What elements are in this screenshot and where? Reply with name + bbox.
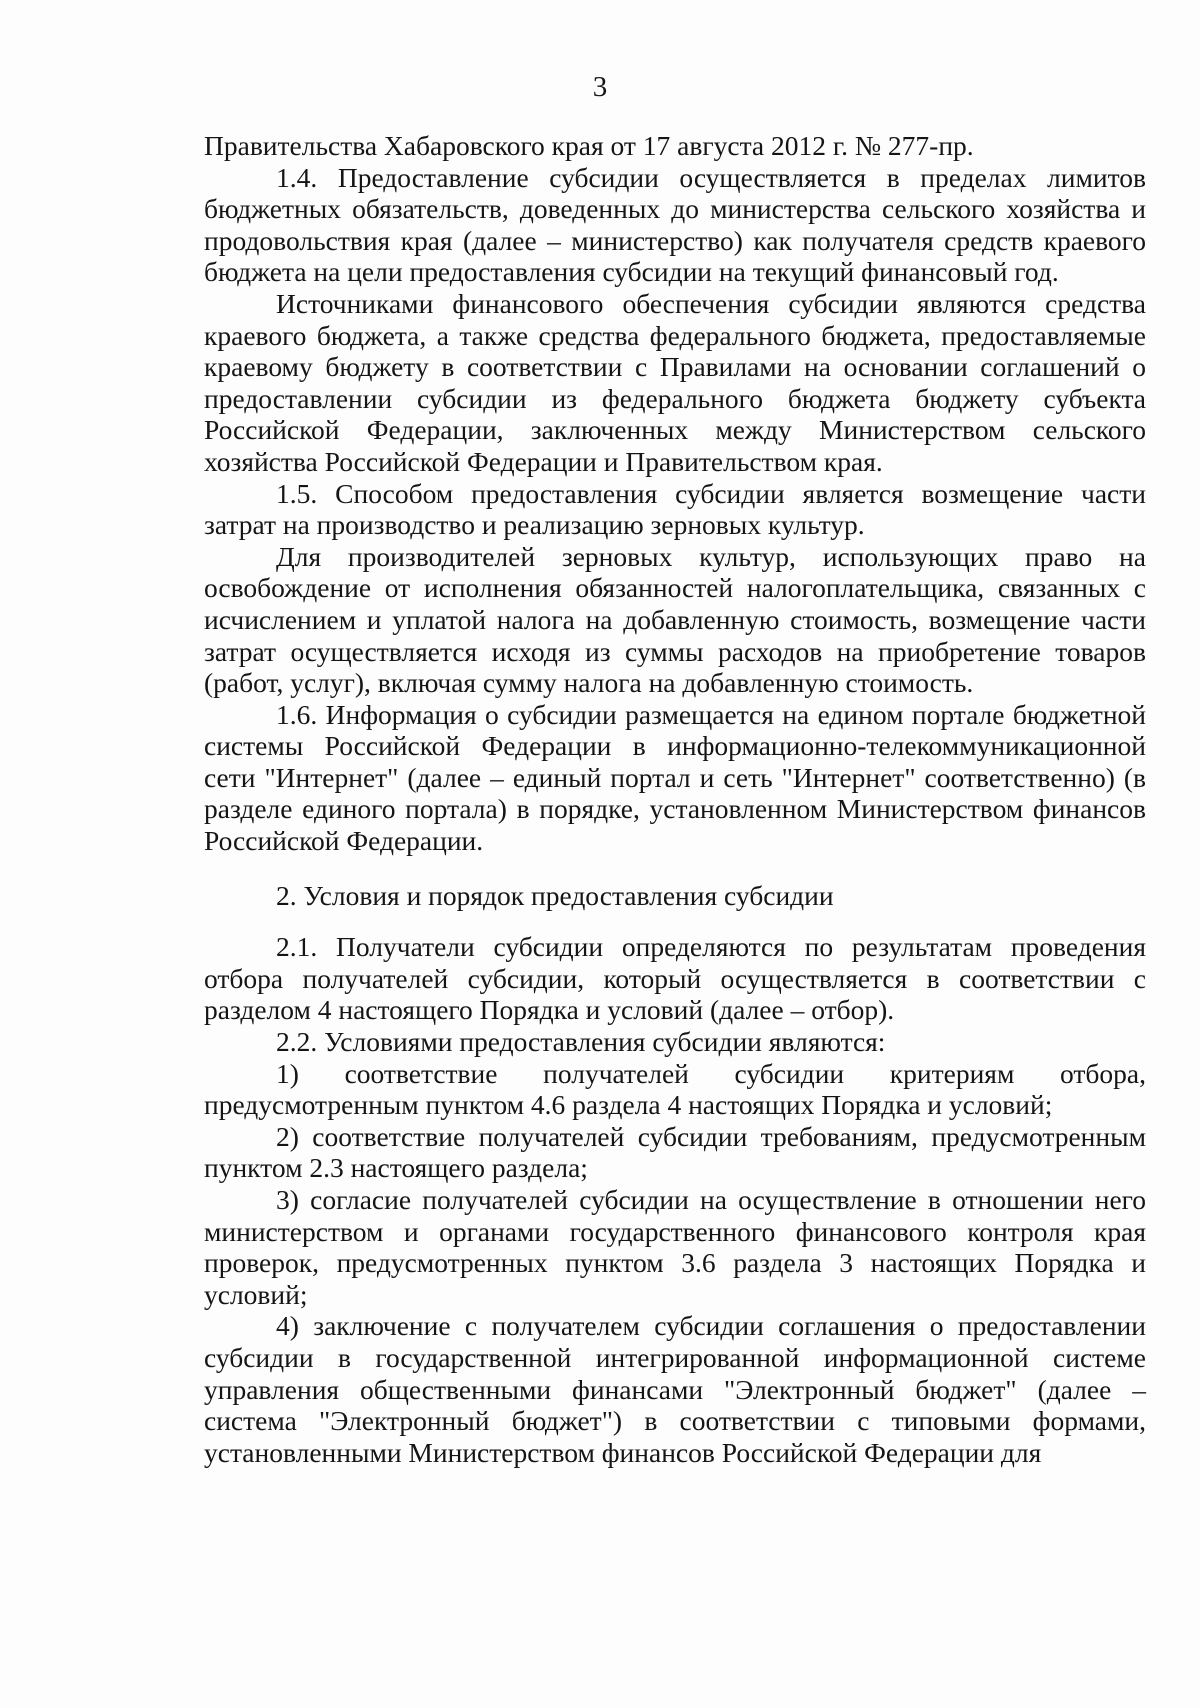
paragraph-funding-sources: Источниками финансового обеспечения субсидии являются средства краевого бюджета, а также средства федерального бюджета, предоставляемые краевому бюджету в соответствии с Правилами на основании соглашений о предоставлении субсидии из федерального бюджета бюджету субъекта Российской Федерации, заключенных между Министерством сельского хозяйства Российской Федерации и Правительством края. [204, 287, 1146, 477]
paragraph-vat-exemption: Для производителей зерновых культур, использующих право на освобождение от исполнения обязанностей налогоплательщика, связанных с исчислением и уплатой налога на добавленную стоимость, возмещение части затрат осуществляется исходя из суммы расходов на приобретение товаров (работ, услуг), включая сумму налога на добавленную стоимость. [204, 540, 1146, 699]
list-item-3: 3) согласие получателей субсидии на осуществление в отношении него министерством и органами государственного финансового контроля края проверок, предусмотренных пунктом 3.6 раздела 3 настоящих Порядка и условий; [204, 1184, 1146, 1310]
paragraph-1-6: 1.6. Информация о субсидии размещается на едином портале бюджетной системы Российской Федерации в информационно-телекоммуникационной сети "Интернет" (далее – единый портал и сеть "Интернет" соответственно) (в разделе единого портала) в порядке, установленном Министерством финансов Российской Федерации. [204, 698, 1146, 857]
paragraph-2-2: 2.2. Условиями предоставления субсидии являются: [276, 1026, 886, 1058]
paragraph-1-4: 1.4. Предоставление субсидии осуществляется в пределах лимитов бюджетных обязательств, доведенных до министерства сельского хозяйства и продовольствия края (далее – министерство) как получателя средств краевого бюджета на цели предоставления субсидии на текущий финансовый год. [204, 161, 1146, 288]
list-item-4: 4) заключение с получателем субсидии соглашения о предоставлении субсидии в государственной интегрированной информационной системе управления общественными финансами "Электронный бюджет" (далее – система "Электронный бюджет") в соответствии с типовыми формами, установленными Министерством финансов Российской Федерации для [204, 1310, 1146, 1468]
paragraph-1-5: 1.5. Способом предоставления субсидии является возмещение части затрат на производство и реализацию зерновых культур. [204, 477, 1146, 541]
document-body [204, 130, 1146, 1468]
paragraph-continuation: Правительства Хабаровского края от 17 августа 2012 г. № 277-пр. [204, 130, 974, 161]
paragraph-2-1: 2.1. Получатели субсидии определяются по результатам проведения отбора получателей субсидии, который осуществляется в соответствии с разделом 4 настоящего Порядка и условий (далее – отбор). [204, 931, 1146, 1026]
list-item-2: 2) соответствие получателей субсидии требованиям, предусмотренным пунктом 2.3 настоящего раздела; [204, 1120, 1146, 1184]
list-item-1: 1) соответствие получателей субсидии критериям отбора, предусмотренным пунктом 4.6 раздела 4 настоящих Порядка и условий; [204, 1057, 1146, 1121]
page-number: 3 [592, 71, 608, 103]
section-heading-2: 2. Условия и порядок предоставления субсидии [276, 879, 834, 911]
